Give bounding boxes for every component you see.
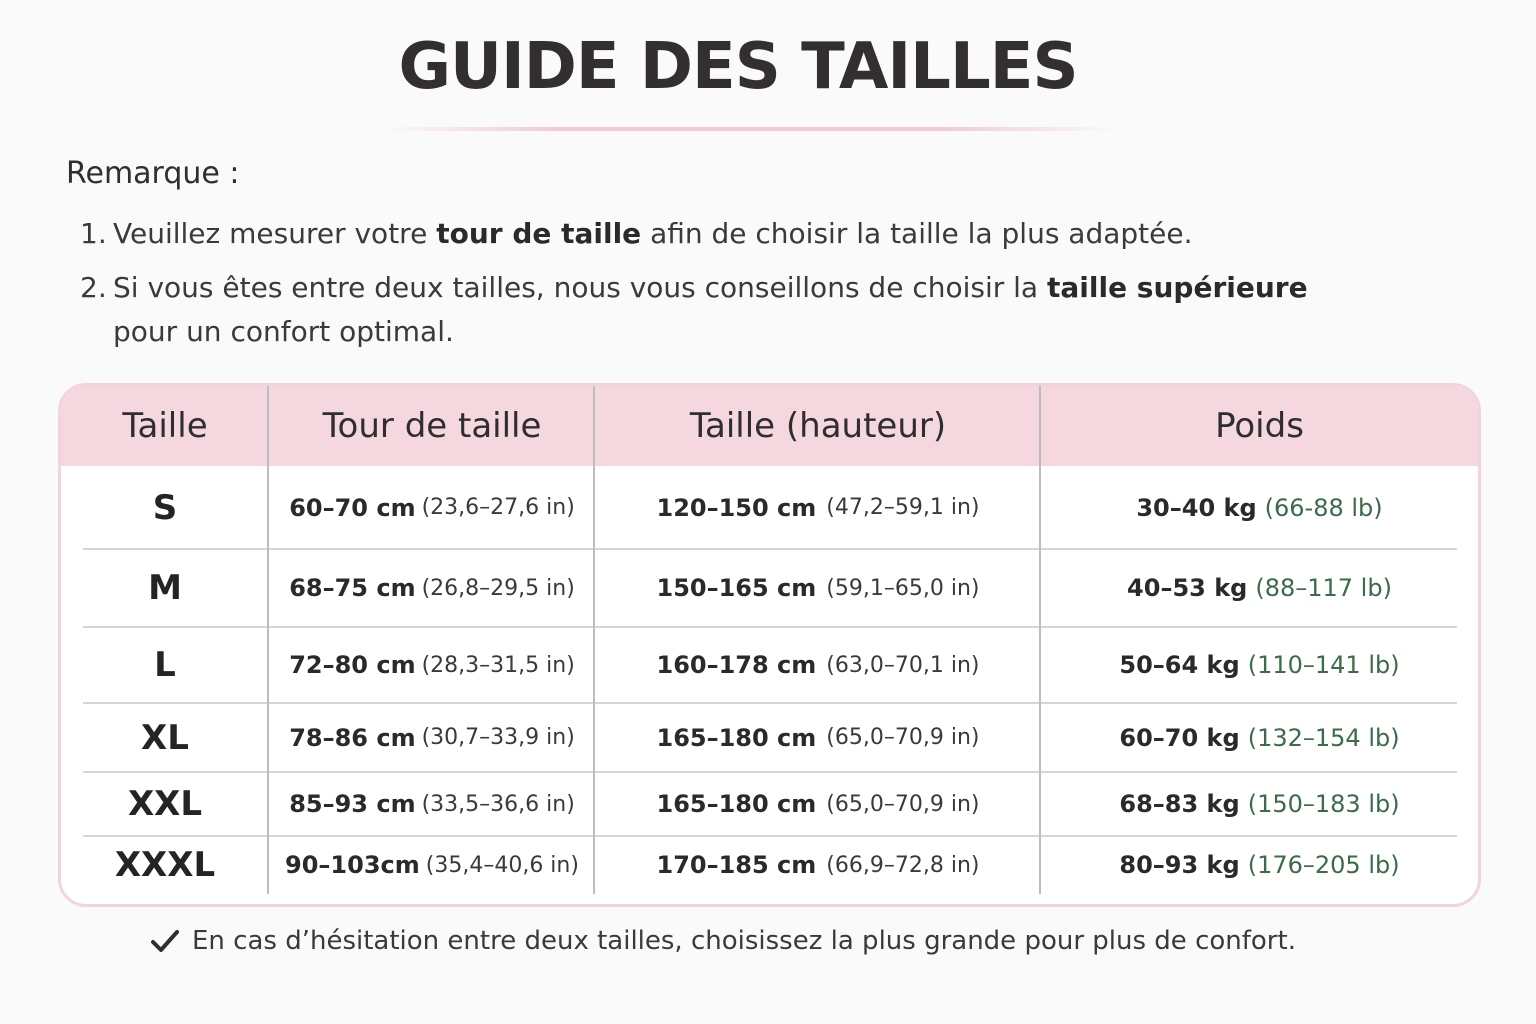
height-cm: 170–185 cm xyxy=(656,851,817,879)
header-waist: Tour de taille xyxy=(322,406,542,446)
waist-cm: 85–93 cm xyxy=(289,790,416,818)
waist-cell xyxy=(269,772,595,836)
height-in: (66,9–72,8 in) xyxy=(826,852,980,878)
waist-cm: 60–70 cm xyxy=(289,493,416,522)
weight-cell xyxy=(1041,627,1478,703)
waist-cell xyxy=(269,466,595,549)
footer-text: En cas d’hésitation entre deux tailles, choisissez la plus grande pour plus de confort. xyxy=(192,926,1296,956)
waist-cell xyxy=(269,703,595,772)
size-label: XL xyxy=(141,717,189,758)
weight-lb: (88–117 lb) xyxy=(1255,574,1392,602)
weight-cell xyxy=(1041,836,1478,894)
height-cm: 120–150 cm xyxy=(656,493,817,522)
table-header xyxy=(61,386,1478,466)
weight-kg: 40–53 kg xyxy=(1127,574,1248,602)
height-cm: 150–165 cm xyxy=(656,574,817,602)
height-cm: 160–178 cm xyxy=(656,651,817,679)
height-cell xyxy=(595,549,1041,627)
note-emphasis: taille supérieure xyxy=(1047,271,1308,304)
waist-in: (33,5–36,6 in) xyxy=(421,791,575,817)
note-item xyxy=(80,266,1380,354)
weight-kg: 68–83 kg xyxy=(1119,790,1240,818)
weight-lb: (66-88 lb) xyxy=(1264,493,1383,522)
height-cell xyxy=(595,466,1041,549)
note-item xyxy=(80,212,1193,256)
height-in: (65,0–70,9 in) xyxy=(826,791,980,817)
weight-lb: (110–141 lb) xyxy=(1247,651,1400,679)
waist-cell xyxy=(269,836,595,894)
table-row xyxy=(61,772,1478,836)
height-cell xyxy=(595,836,1041,894)
weight-cell xyxy=(1041,703,1478,772)
table-row xyxy=(61,703,1478,772)
waist-cell xyxy=(269,627,595,703)
waist-in: (30,7–33,9 in) xyxy=(421,725,575,750)
weight-cell xyxy=(1041,549,1478,627)
note-text: Si vous êtes entre deux tailles, nous vous conseillons de choisir la xyxy=(113,271,1047,304)
height-cell xyxy=(595,772,1041,836)
note-number: 1. xyxy=(80,217,107,250)
size-label: L xyxy=(154,645,176,685)
height-in: (65,0–70,9 in) xyxy=(826,725,980,750)
weight-cell xyxy=(1041,466,1478,549)
size-table xyxy=(58,383,1481,907)
weight-lb: (132–154 lb) xyxy=(1247,723,1400,752)
column-divider xyxy=(267,386,269,894)
size-label: M xyxy=(148,568,182,608)
waist-cm: 72–80 cm xyxy=(289,651,416,679)
weight-lb: (176–205 lb) xyxy=(1247,851,1400,879)
weight-kg: 80–93 kg xyxy=(1119,851,1240,879)
note-text: Veuillez mesurer votre xyxy=(113,217,437,250)
footer-tip xyxy=(150,926,1296,956)
weight-cell xyxy=(1041,772,1478,836)
weight-kg: 60–70 kg xyxy=(1119,723,1240,752)
size-label: XXL xyxy=(127,784,203,824)
height-cm: 165–180 cm xyxy=(656,790,817,818)
waist-cm: 90–103cm xyxy=(285,851,420,879)
size-label: S xyxy=(152,487,178,528)
header-height: Taille (hauteur) xyxy=(689,406,947,446)
height-in: (63,0–70,1 in) xyxy=(826,652,980,678)
height-cell xyxy=(595,627,1041,703)
height-cell xyxy=(595,703,1041,772)
table-row xyxy=(61,627,1478,703)
height-in: (47,2–59,1 in) xyxy=(826,495,980,520)
waist-cm: 68–75 cm xyxy=(289,574,416,602)
header-weight: Poids xyxy=(1215,406,1304,446)
note-number: 2. xyxy=(80,271,107,304)
weight-lb: (150–183 lb) xyxy=(1247,790,1400,818)
waist-in: (26,8–29,5 in) xyxy=(421,575,575,601)
title-underline xyxy=(380,127,1120,131)
column-divider xyxy=(1039,386,1041,894)
column-divider xyxy=(593,386,595,894)
waist-in: (35,4–40,6 in) xyxy=(425,852,579,878)
table-row xyxy=(61,836,1478,894)
size-label: XXXL xyxy=(114,845,216,885)
weight-kg: 30–40 kg xyxy=(1136,493,1257,522)
note-text: pour un confort optimal. xyxy=(113,315,454,348)
table-row xyxy=(61,466,1478,549)
height-cm: 165–180 cm xyxy=(656,723,817,752)
table-row xyxy=(61,549,1478,627)
header-size: Taille xyxy=(122,406,208,446)
note-emphasis: tour de taille xyxy=(436,217,642,250)
weight-kg: 50–64 kg xyxy=(1119,651,1240,679)
waist-cm: 78–86 cm xyxy=(289,723,416,752)
waist-in: (28,3–31,5 in) xyxy=(421,652,575,678)
height-in: (59,1–65,0 in) xyxy=(826,575,980,601)
page-title: GUIDE DES TAILLES xyxy=(398,30,1078,104)
notes-heading: Remarque : xyxy=(66,156,240,191)
waist-in: (23,6–27,6 in) xyxy=(421,495,575,520)
note-text: afin de choisir la taille la plus adaptée. xyxy=(641,217,1193,250)
check-icon xyxy=(150,926,180,956)
waist-cell xyxy=(269,549,595,627)
